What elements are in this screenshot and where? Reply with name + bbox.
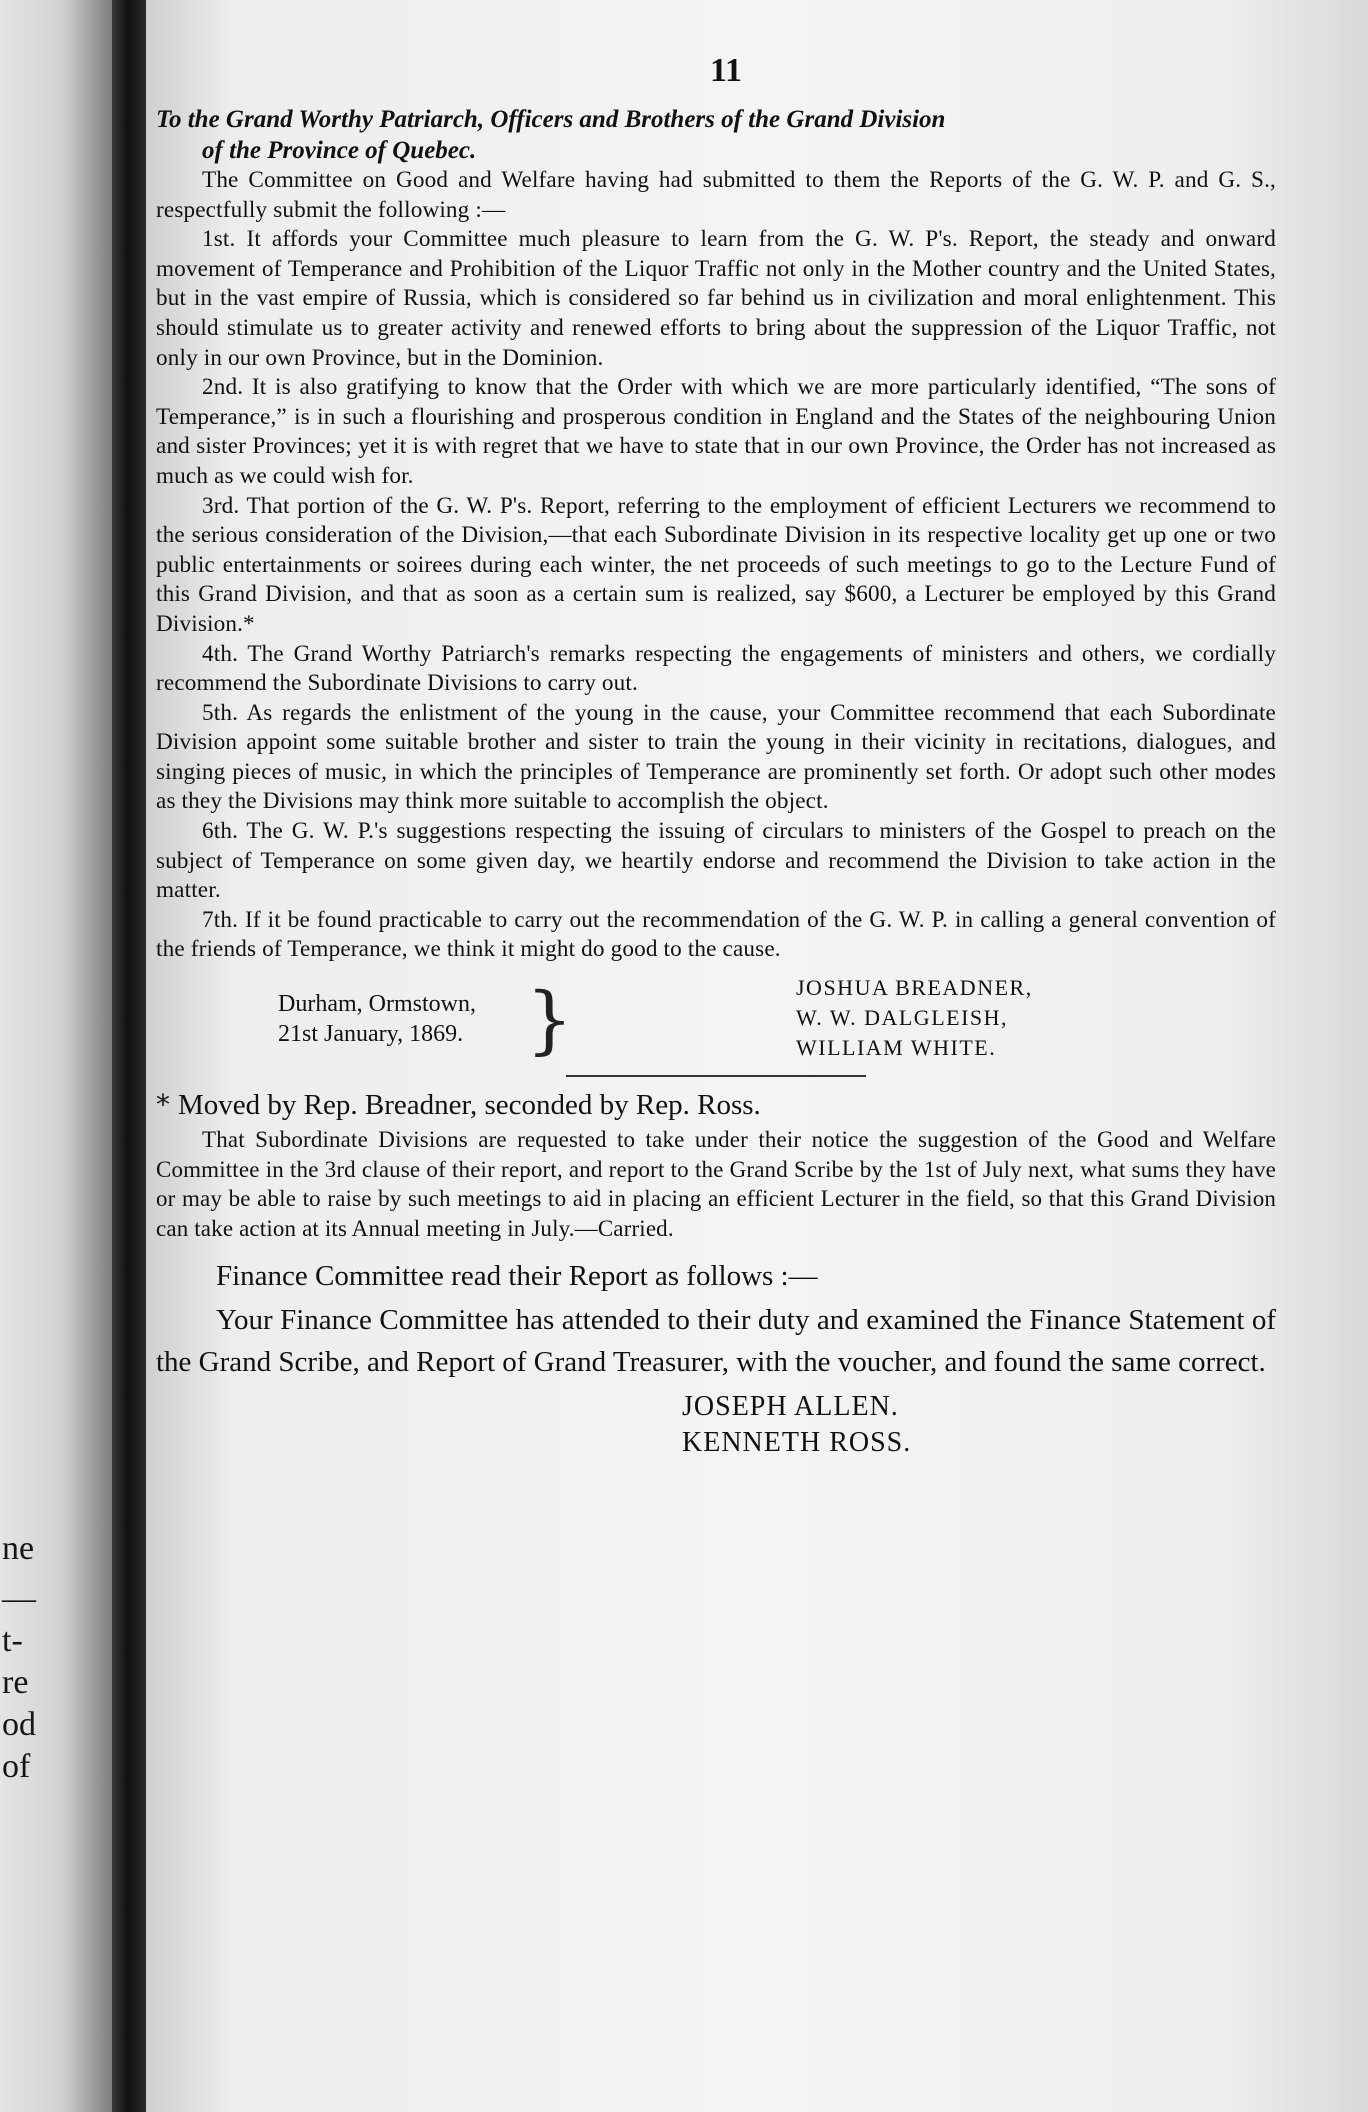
signer: JOSHUA BREADNER, (796, 975, 1033, 1001)
brace-symbol: } (526, 977, 574, 1064)
report-paragraph: 3rd. That portion of the G. W. P's. Report, referring to the employment of efficient Lecturers we recommend to the serious consideration of the Division,—that each Subordinate Division in its respective locality get up one or two public entertainments or soirees during each winter, the net proceeds of such meetings to go to the Lecture Fund of this Grand Division, and that as soon as a certain sum is realized, say $600, a Lecturer be employed by this Grand Division.* (156, 492, 1276, 637)
report-paragraph: 2nd. It is also gratifying to know that the Order with which we are more particularly identified, “The sons of Temperance,” is in such a flourishing and prosperous condition in England and the States of the neighbouring Union and sister Provinces; yet it is with regret that we have to state that in our own Province, the Order has not increased as much as we could wish for. (156, 374, 1276, 489)
footnote-marker: * (156, 1088, 170, 1122)
report-paragraph: 4th. The Grand Worthy Patriarch's remarks respecting the engagements of ministers and others, we cordially recommend the Subordinate Divisions to carry out. (156, 640, 1276, 697)
signer: W. W. DALGLEISH, (796, 1005, 1009, 1031)
page-content (156, 52, 1276, 1461)
motion-text: That Subordinate Divisions are requested to take under their notice the suggestion of the Good and Welfare Committee in the 3rd clause of their report, and report to the Grand Scribe by the 1st of July next, what sums they have or may be able to raise by such meetings to aid in placing an efficient Lecturer in the field, so that this Grand Division can take action at its Annual meeting in July.—Carried. (156, 1127, 1276, 1241)
finance-heading: Finance Committee read their Report as follows :— (216, 1260, 818, 1293)
address-line: of the Province of Quebec. (202, 137, 477, 164)
motion-heading-text: Moved by Rep. Breadner, seconded by Rep. Ross. (178, 1089, 761, 1122)
place-and-date (278, 989, 476, 1049)
margin-fragment: re (2, 1664, 29, 1701)
margin-fragment: t- (2, 1622, 23, 1659)
signer: KENNETH ROSS. (682, 1427, 912, 1459)
report-paragraph: 6th. The G. W. P.'s suggestions respecting the issuing of circulars to ministers of the Gospel to preach on the subject of Temperance on some given day, we heartily endorse and recommend the Division to take action in the matter. (156, 818, 1276, 904)
page-number: 11 (709, 52, 743, 89)
finance-report: Your Finance Committee has attended to their duty and examined the Finance Statement of the Grand Scribe, and Report of Grand Treasurer, with the voucher, and found the same correct. (156, 1304, 1276, 1379)
date: 21st January, 1869. (278, 1021, 464, 1048)
signer: WILLIAM WHITE. (796, 1035, 997, 1061)
signature-block (156, 973, 1276, 1071)
book-gutter (112, 0, 146, 2112)
report-paragraph: 5th. As regards the enlistment of the young in the cause, your Committee recommend that each Subordinate Division appoint some suitable brother and sister to train the young in their vicinity in recitations, dialogues, and singing pieces of music, in which the principles of Temperance are prominently set forth. Or adopt such other modes as they the Divisions may think more suitable to accomplish the object. (156, 699, 1276, 815)
place: Durham, Ormstown, (278, 991, 476, 1018)
page (146, 0, 1368, 2112)
previous-page-edge (0, 0, 112, 2112)
report-paragraph: 7th. If it be found practicable to carry out the recommendation of the G. W. P. in calling a general convention of the friends of Temperance, we think it might do good to the cause. (156, 906, 1276, 963)
margin-fragment: of (2, 1748, 31, 1785)
margin-fragment: od (2, 1706, 36, 1743)
margin-fragment: ne (2, 1530, 35, 1567)
good-and-welfare-report (156, 166, 1276, 965)
committee-signers (796, 973, 1033, 1063)
address-line: To the Grand Worthy Patriarch, Officers and Brothers of the Grand Division (156, 106, 946, 133)
finance-signers (682, 1389, 1276, 1461)
report-paragraph: 1st. It affords your Committee much pleasure to learn from the G. W. P's. Report, the steady and onward movement of Temperance and Prohibition of the Liquor Traffic not only in the Mother country and the United States, but in the vast empire of Russia, which is considered so far behind us in civilization and moral enlightenment. This should stimulate us to greater activity and renewed efforts to bring about the suppression of the Liquor Traffic, not only in our own Province, but in the Dominion. (156, 226, 1276, 371)
divider-rule (566, 1075, 866, 1077)
motion-heading (156, 1087, 1276, 1123)
signer: JOSEPH ALLEN. (682, 1391, 899, 1423)
report-paragraph: The Committee on Good and Welfare having had submitted to them the Reports of the G. W. P. and G. S., respectfully submit the following :— (156, 167, 1276, 223)
margin-fragment: — (2, 1580, 36, 1617)
address-heading (156, 104, 1276, 166)
